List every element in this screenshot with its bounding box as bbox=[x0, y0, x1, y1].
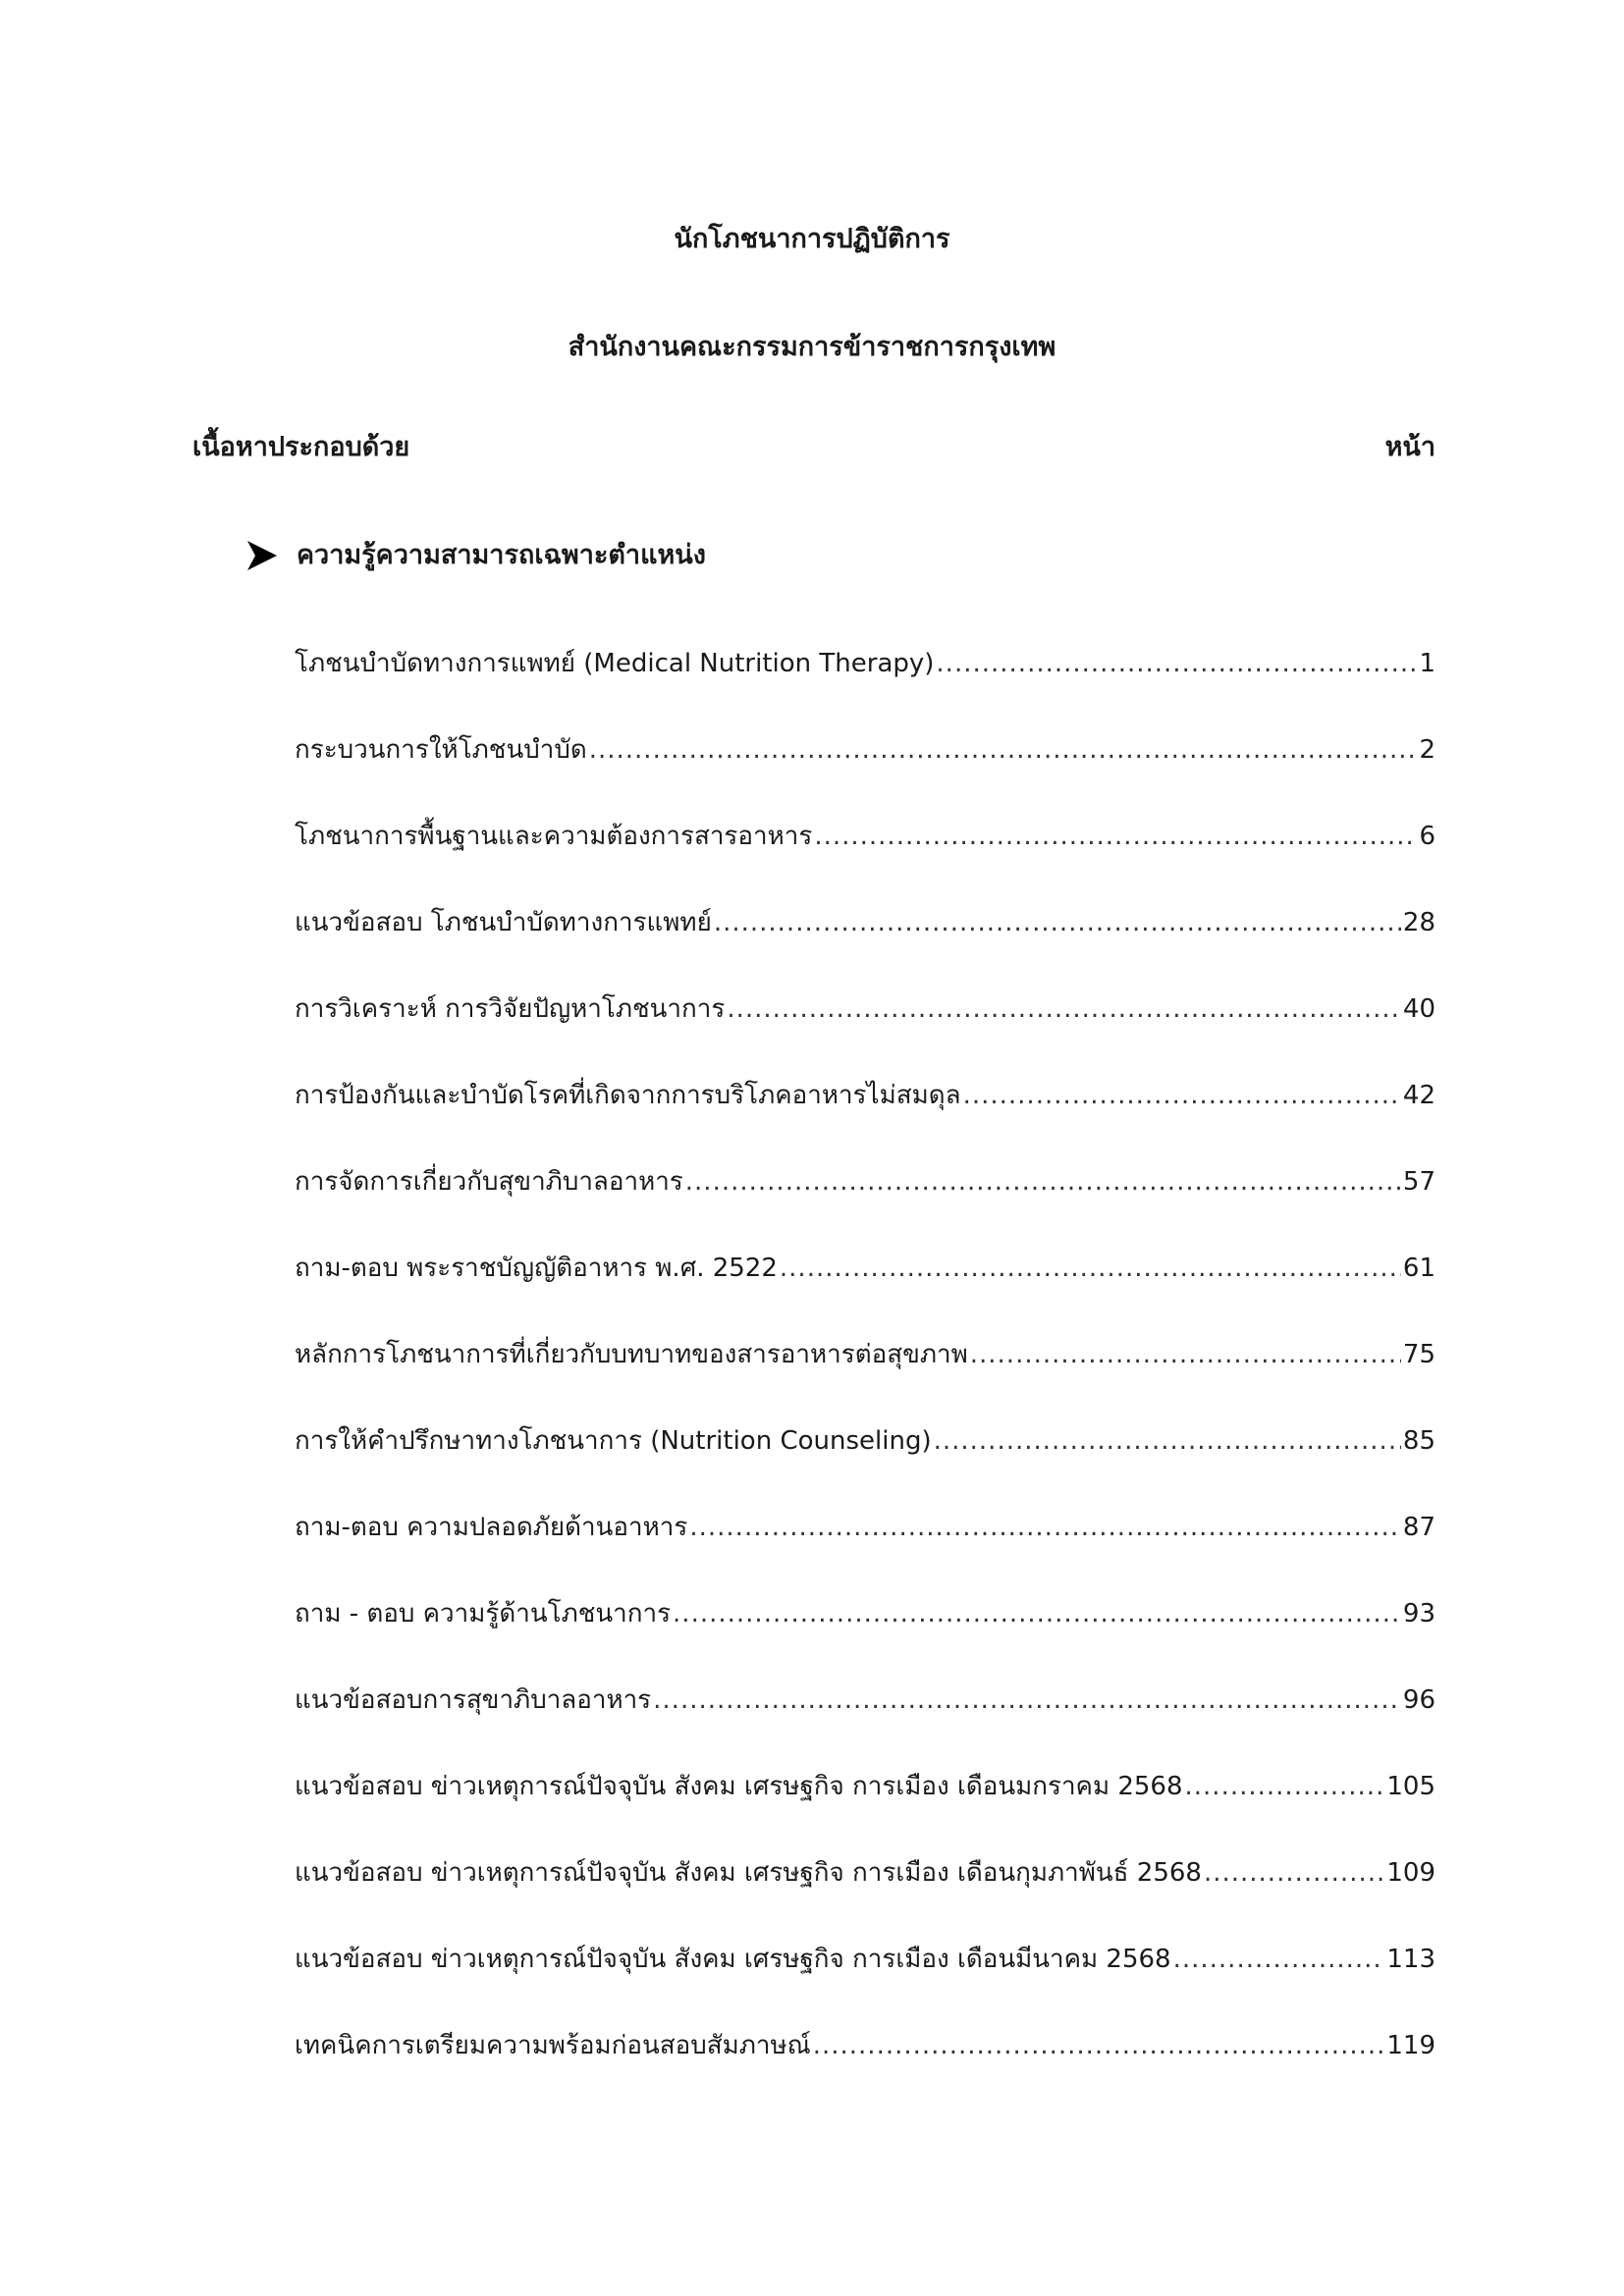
toc-entry-title: เทคนิคการเตรียมความพร้อมก่อนสอบสัมภาษณ์ bbox=[295, 2031, 811, 2060]
toc-entry bbox=[295, 1052, 1435, 1139]
toc-entry bbox=[295, 1139, 1435, 1225]
toc-dot-leader bbox=[653, 1681, 1401, 1720]
toc-entry bbox=[295, 1743, 1435, 1830]
toc-dot-leader bbox=[1173, 1940, 1385, 1979]
toc-dot-leader bbox=[673, 1594, 1401, 1633]
document-title: นักโภชนาการปฏิบัติการ bbox=[674, 224, 950, 254]
toc-dot-leader bbox=[813, 2026, 1385, 2065]
toc-entry-title: แนวข้อสอบ ข่าวเหตุการณ์ปัจจุบัน สังคม เศรษฐกิจ การเมือง เดือนมีนาคม 2568 bbox=[295, 1945, 1171, 1974]
toc-entry-page: 96 bbox=[1402, 1685, 1435, 1715]
toc-entry-title: ถาม - ตอบ ความรู้ด้านโภชนาการ bbox=[295, 1599, 672, 1629]
toc-entry-page: 42 bbox=[1402, 1081, 1435, 1110]
toc-dot-leader bbox=[780, 1249, 1401, 1288]
toc-entry-title: แนวข้อสอบการสุขาภิบาลอาหาร bbox=[295, 1685, 652, 1715]
toc-entry bbox=[295, 1311, 1435, 1398]
toc-entry-title: ถาม-ตอบ ความปลอดภัยด้านอาหาร bbox=[295, 1513, 688, 1542]
toc-entry-title: การจัดการเกี่ยวกับสุขาภิบาลอาหาร bbox=[295, 1167, 683, 1197]
toc-entry-title: กระบวนการให้โภชนบำบัด bbox=[295, 735, 587, 765]
toc-entry bbox=[295, 1830, 1435, 1916]
toc-dot-leader bbox=[685, 1162, 1401, 1201]
toc-entry-page: 119 bbox=[1386, 2031, 1435, 2060]
toc-dot-leader bbox=[963, 1076, 1401, 1115]
toc-entry-page: 2 bbox=[1419, 735, 1435, 765]
toc-entry-title: หลักการโภชนาการที่เกี่ยวกับบทบาทของสารอาหารต่อสุขภาพ bbox=[295, 1340, 968, 1369]
toc-dot-leader bbox=[936, 644, 1417, 683]
toc-dot-leader bbox=[714, 903, 1401, 942]
table-of-contents bbox=[295, 620, 1435, 2089]
toc-dot-leader bbox=[689, 1508, 1401, 1547]
toc-entry-page: 93 bbox=[1402, 1599, 1435, 1629]
toc-entry-title: โภชนบำบัดทางการแพทย์ (Medical Nutrition Therapy) bbox=[295, 649, 935, 678]
toc-entry bbox=[295, 793, 1435, 880]
section-heading bbox=[245, 536, 706, 575]
toc-dot-leader bbox=[814, 817, 1417, 856]
toc-entry-page: 113 bbox=[1386, 1945, 1435, 1974]
toc-entry bbox=[295, 2002, 1435, 2089]
toc-dot-leader bbox=[727, 989, 1401, 1029]
toc-dot-leader bbox=[1185, 1767, 1385, 1806]
toc-entry bbox=[295, 1225, 1435, 1311]
toc-entry-page: 105 bbox=[1386, 1772, 1435, 1801]
toc-entry-page: 109 bbox=[1386, 1858, 1435, 1888]
toc-entry bbox=[295, 707, 1435, 793]
toc-entry-title: ถาม-ตอบ พระราชบัญญัติอาหาร พ.ศ. 2522 bbox=[295, 1254, 778, 1283]
toc-entry-page: 61 bbox=[1402, 1254, 1435, 1283]
toc-entry-page: 87 bbox=[1402, 1513, 1435, 1542]
toc-entry-page: 28 bbox=[1402, 908, 1435, 937]
toc-entry-page: 85 bbox=[1402, 1426, 1435, 1456]
page-column-label: หน้า bbox=[1384, 432, 1435, 462]
toc-entry-page: 40 bbox=[1402, 994, 1435, 1024]
toc-entry bbox=[295, 880, 1435, 966]
toc-entry bbox=[295, 1571, 1435, 1657]
toc-dot-leader bbox=[1204, 1853, 1384, 1893]
toc-dot-leader bbox=[934, 1421, 1401, 1461]
toc-entry bbox=[295, 966, 1435, 1052]
toc-entry-title: การวิเคราะห์ การวิจัยปัญหาโภชนาการ bbox=[295, 994, 726, 1024]
toc-entry-title: โภชนาการพื้นฐานและความต้องการสารอาหาร bbox=[295, 822, 813, 851]
toc-entry bbox=[295, 620, 1435, 707]
toc-dot-leader bbox=[970, 1335, 1401, 1374]
toc-dot-leader bbox=[589, 730, 1418, 770]
toc-entry-title: แนวข้อสอบ ข่าวเหตุการณ์ปัจจุบัน สังคม เศรษฐกิจ การเมือง เดือนกุมภาพันธ์ 2568 bbox=[295, 1858, 1202, 1888]
toc-entry-title: การให้คำปรึกษาทางโภชนาการ (Nutrition Counseling) bbox=[295, 1426, 932, 1456]
section-heading-text: ความรู้ความสามารถเฉพาะตำแหน่ง bbox=[297, 540, 706, 570]
toc-entry bbox=[295, 1657, 1435, 1743]
contents-header bbox=[192, 428, 1435, 467]
toc-entry-page: 57 bbox=[1402, 1167, 1435, 1197]
arrow-bullet-icon bbox=[245, 539, 279, 572]
contents-label: เนื้อหาประกอบด้วย bbox=[192, 432, 410, 462]
toc-entry bbox=[295, 1398, 1435, 1484]
toc-entry-title: การป้องกันและบำบัดโรคที่เกิดจากการบริโภคอาหารไม่สมดุล bbox=[295, 1081, 961, 1110]
toc-entry-page: 6 bbox=[1419, 822, 1435, 851]
toc-entry bbox=[295, 1916, 1435, 2002]
document-subtitle: สำนักงานคณะกรรมการข้าราชการกรุงเทพ bbox=[568, 332, 1056, 362]
toc-entry-title: แนวข้อสอบ ข่าวเหตุการณ์ปัจจุบัน สังคม เศรษฐกิจ การเมือง เดือนมกราคม 2568 bbox=[295, 1772, 1183, 1801]
toc-entry bbox=[295, 1484, 1435, 1571]
toc-entry-page: 75 bbox=[1402, 1340, 1435, 1369]
toc-entry-page: 1 bbox=[1419, 649, 1435, 678]
toc-entry-title: แนวข้อสอบ โภชนบำบัดทางการแพทย์ bbox=[295, 908, 712, 937]
